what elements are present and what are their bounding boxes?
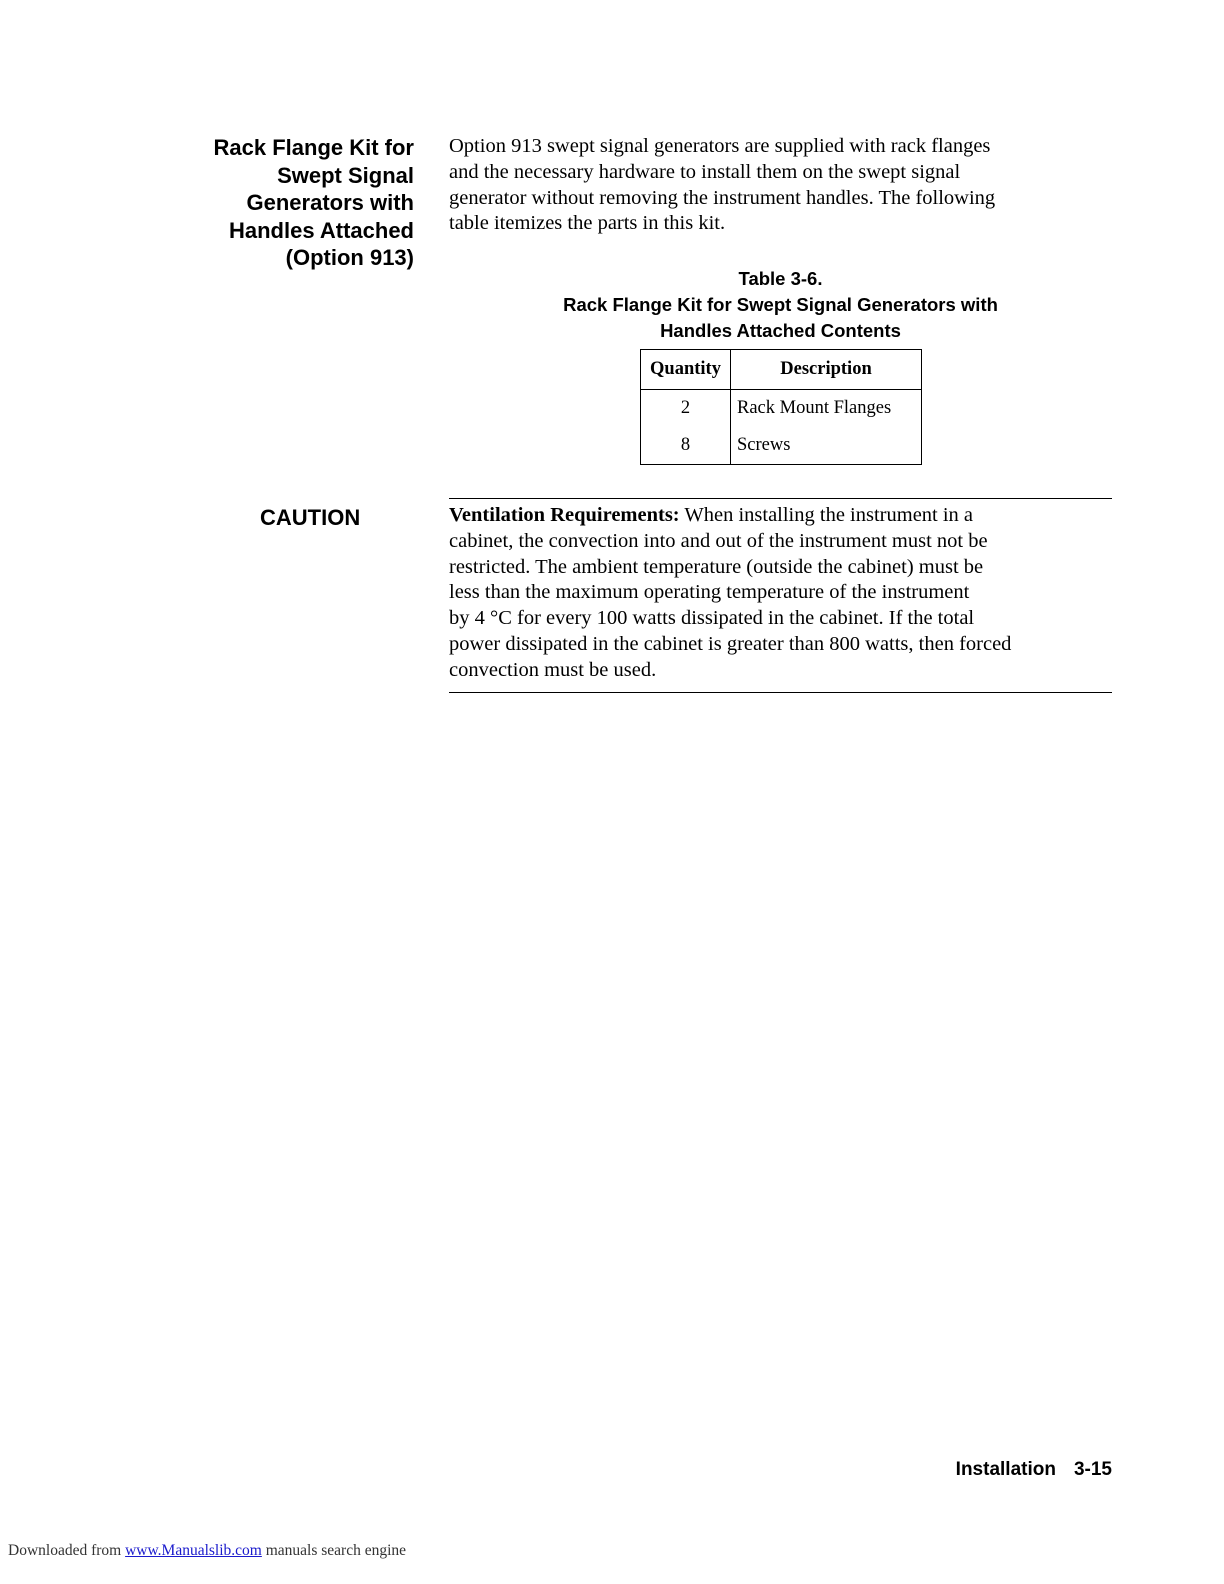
table-title-line: Rack Flange Kit for Swept Signal Generators with <box>563 294 998 315</box>
column-header-quantity: Quantity <box>641 350 731 390</box>
section-heading-line: Swept Signal <box>277 162 414 188</box>
section-heading <box>140 134 414 272</box>
download-suffix: manuals search engine <box>261 1542 407 1559</box>
caution-first-line-text: When installing the instrument in a <box>679 504 974 526</box>
page-number: 3-15 <box>1073 1459 1112 1480</box>
table-row <box>641 427 922 465</box>
table-header-row <box>641 350 922 390</box>
column-header-description: Description <box>731 350 922 390</box>
manualslib-link[interactable]: www.Manualslib.com <box>125 1542 262 1559</box>
table-caption <box>449 266 1112 344</box>
section-heading-line: Rack Flange Kit for <box>213 135 414 160</box>
caution-line: cabinet, the convection into and out of the instrument must not be <box>449 529 988 552</box>
intro-paragraph <box>449 134 1119 237</box>
caution-first-line <box>449 503 1112 529</box>
intro-line: Option 913 swept signal generators are supplied with rack flanges <box>449 135 991 157</box>
caution-box <box>449 498 1112 693</box>
intro-line: and the necessary hardware to install them on the swept signal <box>449 160 961 183</box>
quantity-cell: 8 <box>641 427 731 465</box>
intro-line: table itemizes the parts in this kit. <box>449 212 726 235</box>
footer-section: Installation <box>955 1459 1056 1480</box>
download-note <box>8 1541 406 1561</box>
caution-line: less than the maximum operating temperature of the instrument <box>449 581 970 604</box>
caution-label: CAUTION <box>260 505 361 530</box>
download-prefix: Downloaded from <box>8 1542 126 1559</box>
description-cell: Screws <box>737 435 791 455</box>
page-footer <box>956 1457 1112 1483</box>
description-cell: Rack Mount Flanges <box>737 398 892 418</box>
table-row <box>641 390 922 428</box>
caution-line: by 4 °C for every 100 watts dissipated in the cabinet. If the total <box>449 607 975 630</box>
table-number: Table 3-6. <box>738 268 823 289</box>
section-heading-line: Handles Attached <box>228 217 414 243</box>
section-heading-line: (Option 913) <box>285 245 414 271</box>
intro-line: generator without removing the instrument handles. The following <box>449 186 996 209</box>
caution-line: convection must be used. <box>449 658 657 681</box>
caution-line: restricted. The ambient temperature (outside the cabinet) must be <box>449 555 984 578</box>
caution-line: power dissipated in the cabinet is greater than 800 watts, then forced <box>449 632 1012 655</box>
caution-lead: Ventilation Requirements: <box>449 504 680 526</box>
table-title-line: Handles Attached Contents <box>660 320 901 341</box>
section-heading-line: Generators with <box>246 190 414 216</box>
parts-table <box>640 349 922 465</box>
quantity-cell: 2 <box>641 390 731 428</box>
